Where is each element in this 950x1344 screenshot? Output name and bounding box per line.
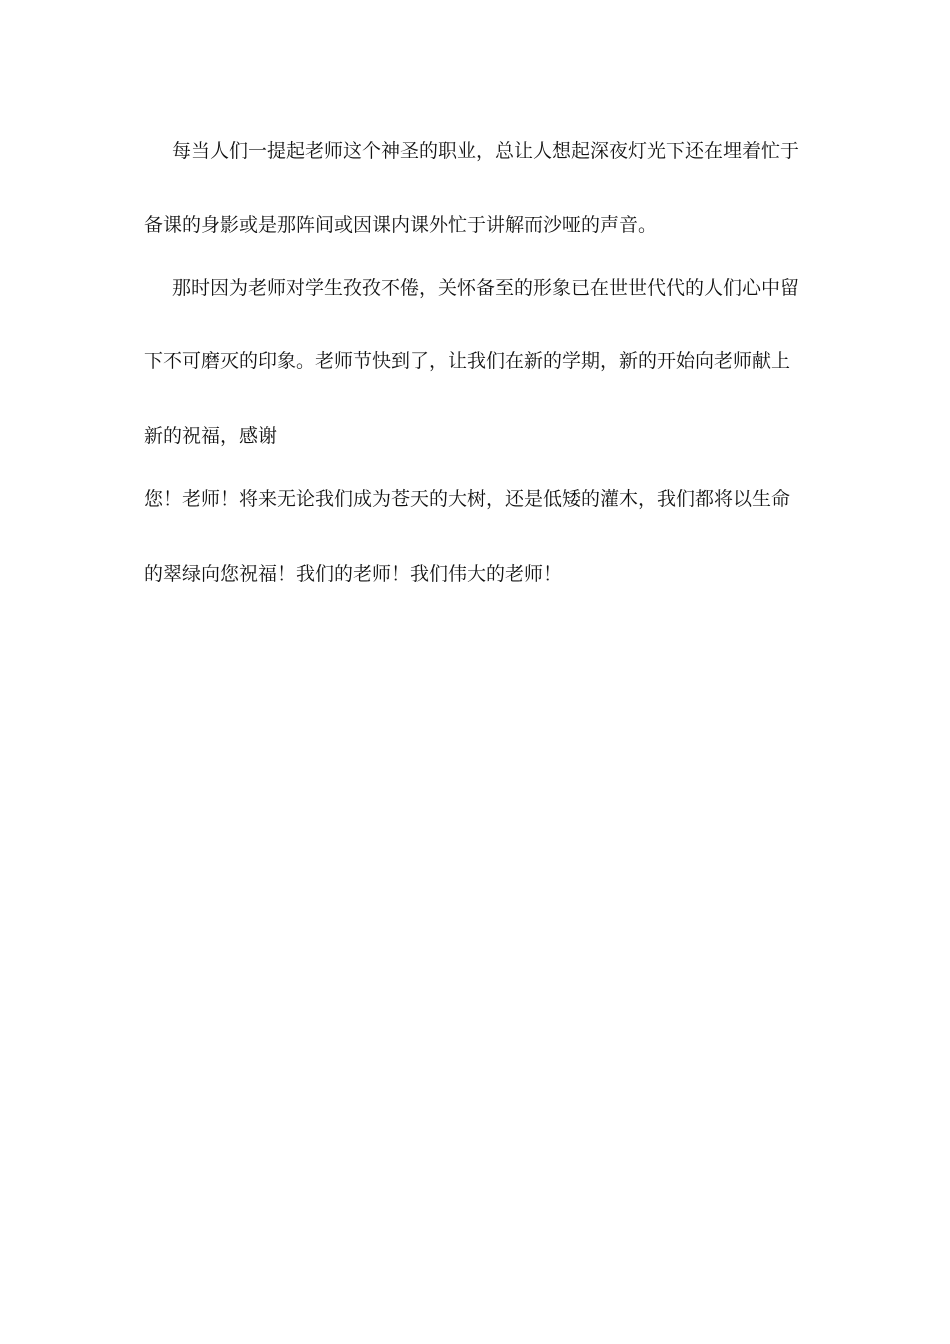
paragraph-3-line-2: 的翠绿向您祝福！我们的老师！我们伟大的老师！ <box>144 563 563 585</box>
paragraph-1-line-2: 备课的身影或是那阵间或因课内课外忙于讲解而沙哑的声音。 <box>144 214 658 236</box>
paragraph-1-line-1: 每当人们一提起老师这个神圣的职业，总让人想起深夜灯光下还在埋着忙于 <box>172 140 800 162</box>
paragraph-2-line-2: 下不可磨灭的印象。老师节快到了，让我们在新的学期，新的开始向老师献上 <box>144 350 791 372</box>
paragraph-3-line-1: 您！老师！将来无论我们成为苍天的大树，还是低矮的灌木，我们都将以生命 <box>144 488 791 510</box>
paragraph-2-line-1: 那时因为老师对学生孜孜不倦，关怀备至的形象已在世世代代的人们心中留 <box>172 277 800 299</box>
paragraph-2-line-3: 新的祝福，感谢 <box>144 425 278 447</box>
